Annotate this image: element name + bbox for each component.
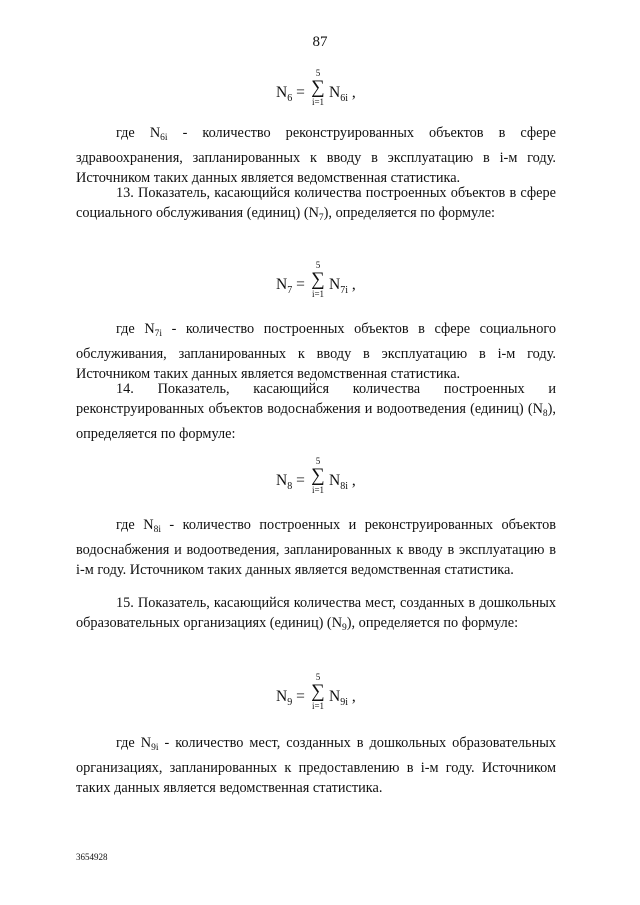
formula-n8 — [0, 450, 640, 510]
formula-n7 — [0, 254, 640, 314]
sum-sign: 5 ∑ i=1 — [311, 68, 325, 107]
sum-sign: 5 ∑ i=1 — [311, 456, 325, 495]
formula-rhs: $N_{7i}$ , — [329, 276, 356, 296]
paragraph-indicator-13: 13. Показатель, касающийся количества построенных объектов в сфере социального обслуживания (единиц) $(N_7)$, определяется по формуле: — [76, 185, 556, 223]
sum-sign: 5 ∑ i=1 — [311, 672, 325, 711]
formula-lhs: $N_6$ = — [276, 84, 305, 104]
formula-rhs: $N_{6i}$ , — [329, 84, 356, 104]
formula-n9 — [0, 666, 640, 726]
formula-lhs: $N_7$ = — [276, 276, 305, 296]
formula-lhs: $N_8$ = — [276, 472, 305, 492]
paragraph-n8-definition: где $N_{8i}$ - количество построенных и реконструированных объектов водоснабжения и водоотведения, запланированных к вводу в эксплуатацию в i-м году. Источником таких данных является ведомственная статистика. — [76, 517, 556, 578]
formula-rhs: $N_{8i}$ , — [329, 472, 356, 492]
formula-lhs: $N_9$ = — [276, 688, 305, 708]
page-number: 87 — [312, 34, 328, 50]
sum-sign: 5 ∑ i=1 — [311, 260, 325, 299]
paragraph-n9-definition: где $N_{9i}$ - количество мест, созданных в дошкольных образовательных организациях, запланированных к предоставлению в i-м году. Источником таких данных является ведомственная статистика. — [76, 735, 556, 796]
paragraph-n6-definition: где $N_{6i}$ - количество реконструированных объектов в сфере здравоохранения, запланированных к вводу в эксплуатацию в i-м году. Источником таких данных является ведомственная статистика. — [76, 125, 556, 186]
paragraph-indicator-14: 14. Показатель, касающийся количества построенных и реконструированных объектов водоснабжения и водоотведения (единиц) $(N_8)$, определяется по формуле: — [76, 381, 556, 442]
document-id: 3654928 — [76, 852, 108, 862]
paragraph-n7-definition: где $N_{7i}$ - количество построенных объектов в сфере социального обслуживания, запланированных к вводу в эксплуатацию в i-м году. Источником таких данных является ведомственная статистика. — [76, 321, 556, 382]
formula-rhs: $N_{9i}$ , — [329, 688, 356, 708]
paragraph-indicator-15: 15. Показатель, касающийся количества мест, созданных в дошкольных образовательных организациях (единиц) $(N_9)$, определяется по формуле: — [76, 595, 556, 633]
formula-n6 — [0, 62, 640, 122]
